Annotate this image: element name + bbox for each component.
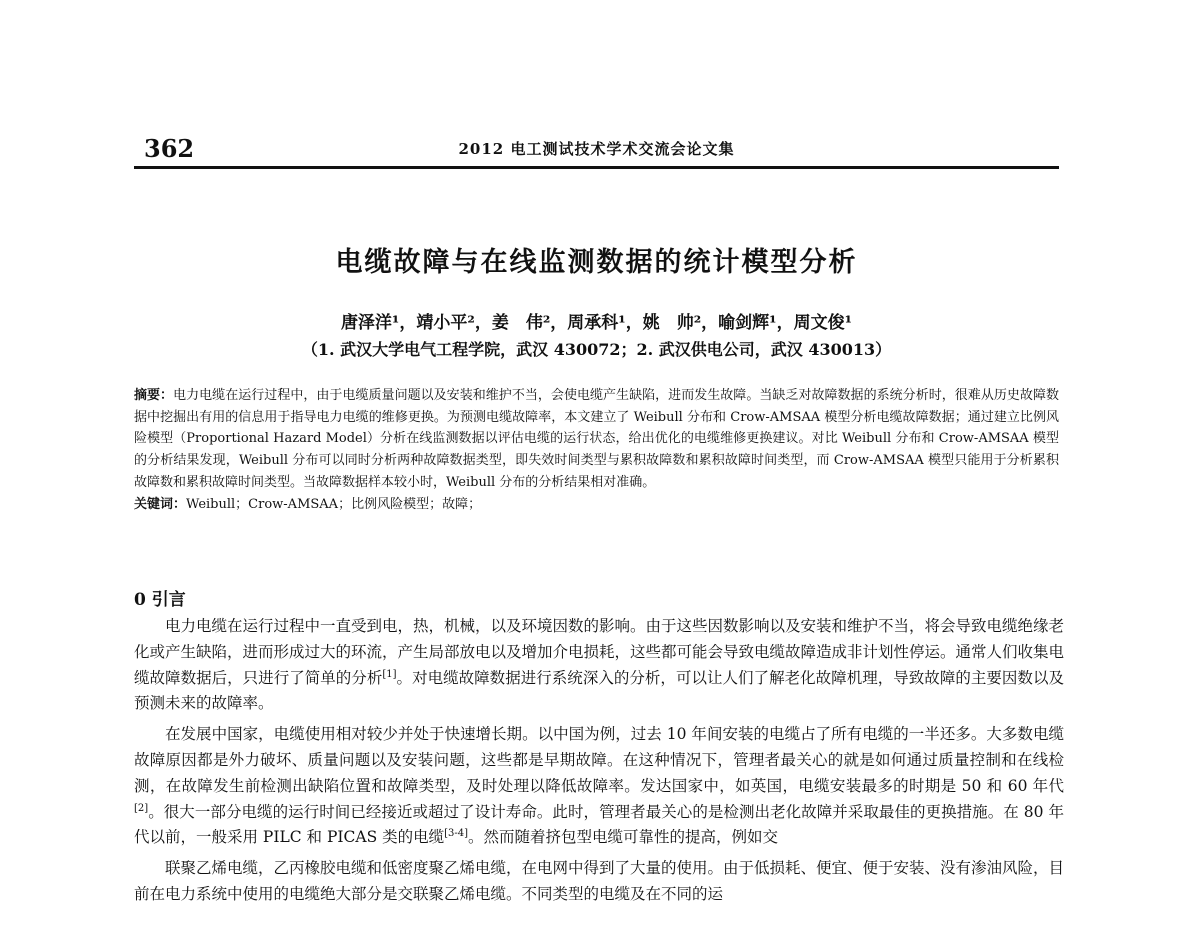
paragraph-2-text-a: 在发展中国家，电缆使用相对较少并处于快速增长期。以中国为例，过去 10 年间安装的电缆占了所有电缆的一半还多。大多数电缆故障原因都是外力破坏、质量问题以及安装问题，这些都是早期故障。在这种情况下，管理者最关心的就是如何通过质量控制和在线检测，在故障发生前检测出缺陷位置和故障类型，及时处理以降低故障率。发达国家中，如英国，电缆安装最多的时期是 50 和 60 年代 bbox=[134, 725, 1064, 795]
author-list: 唐泽洋¹，靖小平²，姜 伟²，周承科¹，姚 帅²，喻剑辉¹，周文俊¹ bbox=[340, 313, 853, 333]
paragraph-1 bbox=[134, 614, 1064, 717]
paragraph-2-text-b: 。很大一部分电缆的运行时间已经接近或超过了设计寿命。此时，管理者最关心的是检测出老化故障并采取最佳的更换措施。在 80 年代以前，一般采用 PILC 和 PICAS 类的电缆 bbox=[134, 802, 1064, 847]
section-heading: 0 引言 bbox=[134, 590, 186, 610]
body-text bbox=[134, 614, 1064, 908]
abstract bbox=[134, 385, 1059, 494]
abstract-block bbox=[134, 385, 1059, 515]
paragraph-2 bbox=[134, 722, 1064, 851]
paragraph-1-text-b: 。对电缆故障数据进行系统深入的分析，可以让人们了解老化故障机理，导致故障的主要因数以及预测未来的故障率。 bbox=[134, 668, 1064, 713]
abstract-label: 摘要： bbox=[134, 388, 174, 403]
header-rule bbox=[134, 166, 1059, 169]
citation-3-4: [3-4] bbox=[444, 828, 469, 840]
keywords bbox=[134, 494, 1059, 516]
keywords-label: 关键词： bbox=[134, 496, 187, 512]
citation-2: [2] bbox=[134, 802, 149, 814]
citation-1: [1] bbox=[382, 668, 397, 680]
paper-title: 电缆故障与在线监测数据的统计模型分析 bbox=[335, 247, 858, 278]
abstract-text: 电力电缆在运行过程中，由于电缆质量问题以及安装和维护不当，会使电缆产生缺陷，进而发生故障。当缺乏对故障数据的系统分析时，很难从历史故障数据中挖掘出有用的信息用于指导电力电缆的维修更换。为预测电缆故障率，本文建立了 Weibull 分布和 Crow-AMSAA 模型分析电缆故障数据；通过建立比例风险模型（Proportional Hazard Model）分析在线监测数据以评估电缆的运行状态，给出优化的电缆维修更换建议。对比 Weibull 分布和 Crow-AMSAA 模型的分析结果发现，Weibull 分布可以同时分析两种故障数据类型，即失效时间类型与累积故障数和累积故障时间类型，而 Crow-AMSAA 模型只能用于分析累积故障数和累积故障时间类型。当故障数据样本较小时，Weibull 分布的分析结果相对准确。 bbox=[134, 388, 1059, 490]
affiliations: （1. 武汉大学电气工程学院，武汉 430072；2. 武汉供电公司，武汉 430013） bbox=[301, 340, 892, 359]
paragraph-1-text-a: 电力电缆在运行过程中一直受到电，热，机械，以及环境因数的影响。由于这些因数影响以及安装和维护不当，将会导致电缆绝缘老化或产生缺陷，进而形成过大的环流，产生局部放电以及增加介电损耗，这些都可能会导致电缆故障造成非计划性停运。通常人们收集电缆故障数据后，只进行了简单的分析 bbox=[134, 617, 1065, 687]
running-title: 2012 电工测试技术学术交流会论文集 bbox=[458, 140, 735, 158]
page-number: 362 bbox=[144, 134, 195, 163]
paragraph-3-text: 联聚乙烯电缆，乙丙橡胶电缆和低密度聚乙烯电缆，在电网中得到了大量的使用。由于低损耗、便宜、便于安装、没有渗油风险，目前在电力系统中使用的电缆绝大部分是交联聚乙烯电缆。不同类型的电缆及在不同的运 bbox=[134, 859, 1065, 903]
paragraph-2-text-c: 。然而随着挤包型电缆可靠性的提高，例如交 bbox=[468, 828, 779, 847]
running-header bbox=[134, 134, 1059, 166]
paragraph-3 bbox=[134, 856, 1064, 908]
keywords-text: Weibull；Crow-AMSAA；比例风险模型；故障； bbox=[186, 496, 482, 512]
